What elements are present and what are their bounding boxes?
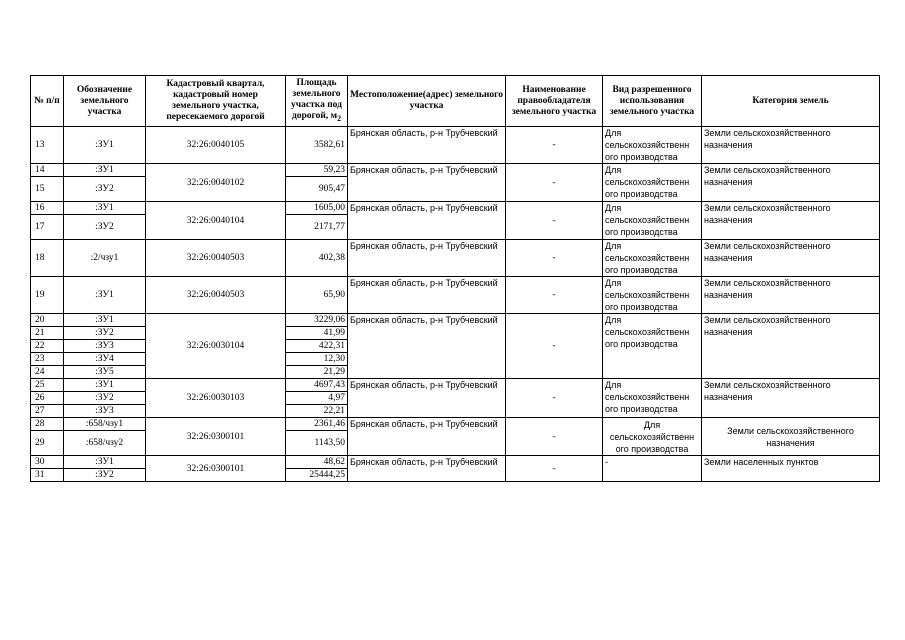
cell-owner: -: [506, 202, 603, 240]
table-row: [31, 456, 880, 469]
cell-area: 2361,46: [286, 418, 348, 431]
cell-designation: :ЗУ1: [64, 379, 146, 392]
cell-area: 59,23: [286, 164, 348, 177]
header-area-text: Площадь земельного участка под дорогой, м: [291, 78, 342, 122]
cell-location: Брянская область, р-н Трубчевский: [348, 202, 506, 240]
cell-category: Земли сельскохозяйственного назначения: [702, 277, 880, 314]
cell-category: Земли сельскохозяйственного назначения: [702, 164, 880, 202]
cell-use: Для сельскохозяйственн ого производства: [603, 164, 702, 202]
cell-use: Для сельскохозяйственн ого производства: [603, 277, 702, 314]
cell-area: 2171,77: [286, 215, 348, 240]
cell-num: 14: [31, 164, 64, 177]
cell-location: Брянская область, р-н Трубчевский: [348, 127, 506, 164]
cell-num: 28: [31, 418, 64, 431]
cell-area: 3229,06: [286, 314, 348, 327]
cell-num: 24: [31, 366, 64, 379]
cell-use: Для сельскохозяйственн ого производства: [603, 127, 702, 164]
cell-area: 905,47: [286, 177, 348, 202]
cell-designation: :ЗУ2: [64, 327, 146, 340]
cell-num: 29: [31, 431, 64, 456]
table-row: [31, 277, 880, 314]
table-row: [31, 379, 880, 392]
cell-area: 48,62: [286, 456, 348, 469]
cell-num: 22: [31, 340, 64, 353]
cell-owner: -: [506, 127, 603, 164]
cell-cadastral: 32:26:0300101: [146, 418, 286, 456]
cell-area: 12,30: [286, 353, 348, 366]
cell-cadastral: 32:26:0040503: [146, 240, 286, 277]
cell-location: Брянская область, р-н Трубчевский: [348, 456, 506, 482]
cell-designation: :2/чзу1: [64, 240, 146, 277]
table-row: [31, 202, 880, 215]
cell-num: 25: [31, 379, 64, 392]
cell-location: Брянская область, р-н Трубчевский: [348, 240, 506, 277]
header-location: Местоположение(адрес) земельного участка: [348, 76, 506, 127]
table-row: [31, 314, 880, 327]
cell-cadastral: 32:26:0030103: [146, 379, 286, 418]
cell-designation: :ЗУ3: [64, 340, 146, 353]
cell-owner: -: [506, 314, 603, 379]
cell-area: 41,99: [286, 327, 348, 340]
cell-designation: :ЗУ1: [64, 202, 146, 215]
cell-cadastral: 32:26:0300101: [146, 456, 286, 482]
cell-designation: :ЗУ3: [64, 405, 146, 418]
cell-num: 16: [31, 202, 64, 215]
cell-area: 22,21: [286, 405, 348, 418]
cell-category: Земли сельскохозяйственного назначения: [702, 418, 880, 456]
land-plots-table: [30, 75, 880, 482]
cell-owner: -: [506, 379, 603, 418]
cell-area: 1605,00: [286, 202, 348, 215]
cell-category: Земли сельскохозяйственного назначения: [702, 202, 880, 240]
cell-designation: :ЗУ2: [64, 215, 146, 240]
cell-num: 21: [31, 327, 64, 340]
cell-category: Земли сельскохозяйственного назначения: [702, 127, 880, 164]
table-row: [31, 418, 880, 431]
cell-area: 4,97: [286, 392, 348, 405]
cell-designation: :ЗУ1: [64, 127, 146, 164]
cell-cadastral: 32:26:0030104: [146, 314, 286, 379]
table-row: [31, 164, 880, 177]
cell-designation: :ЗУ1: [64, 314, 146, 327]
cell-category: Земли сельскохозяйственного назначения: [702, 314, 880, 379]
cell-num: 30: [31, 456, 64, 469]
cell-cadastral: 32:26:0040503: [146, 277, 286, 314]
cell-use: Для сельскохозяйственн ого производства: [603, 202, 702, 240]
cell-designation: :658/чзу1: [64, 418, 146, 431]
header-designation: Обозначение земельного участка: [64, 76, 146, 127]
header-area-unit-sub: 2: [337, 113, 342, 123]
cell-use: Для сельскохозяйственн ого производства: [603, 314, 702, 379]
header-category: Категория земель: [702, 76, 880, 127]
header-row: [31, 76, 880, 127]
table-row: [31, 127, 880, 164]
cell-use: Для сельскохозяйственн ого производства: [603, 418, 702, 456]
cell-category: Земли населенных пунктов: [702, 456, 880, 482]
cell-num: 15: [31, 177, 64, 202]
cell-area: 25444,25: [286, 469, 348, 482]
cell-category: Земли сельскохозяйственного назначения: [702, 379, 880, 418]
cell-designation: :ЗУ4: [64, 353, 146, 366]
header-area: [286, 76, 348, 127]
cell-num: 23: [31, 353, 64, 366]
cell-use: Для сельскохозяйственн ого производства: [603, 240, 702, 277]
cell-area: 3582,61: [286, 127, 348, 164]
cell-designation: :658/чзу2: [64, 431, 146, 456]
table-row: [31, 240, 880, 277]
header-num: № п/п: [31, 76, 64, 127]
cell-location: Брянская область, р-н Трубчевский: [348, 379, 506, 418]
cell-num: 19: [31, 277, 64, 314]
header-cadastral: Кадастровый квартал, кадастровый номер земельного участка, пересекаемого дорогой: [146, 76, 286, 127]
cell-cadastral: 32:26:0040102: [146, 164, 286, 202]
cell-owner: -: [506, 277, 603, 314]
cell-category: Земли сельскохозяйственного назначения: [702, 240, 880, 277]
cell-num: 17: [31, 215, 64, 240]
cell-designation: :ЗУ1: [64, 456, 146, 469]
cell-location: Брянская область, р-н Трубчевский: [348, 418, 506, 456]
cell-designation: :ЗУ1: [64, 277, 146, 314]
cell-cadastral: 32:26:0040105: [146, 127, 286, 164]
cell-owner: -: [506, 456, 603, 482]
cell-num: 26: [31, 392, 64, 405]
cell-designation: :ЗУ2: [64, 392, 146, 405]
cell-num: 13: [31, 127, 64, 164]
cell-location: Брянская область, р-н Трубчевский: [348, 277, 506, 314]
cell-num: 31: [31, 469, 64, 482]
cell-location: Брянская область, р-н Трубчевский: [348, 164, 506, 202]
header-use: Вид разрешенного использования земельного участка: [603, 76, 702, 127]
cell-area: 422,31: [286, 340, 348, 353]
cell-area: 21,29: [286, 366, 348, 379]
cell-num: 18: [31, 240, 64, 277]
cell-designation: :ЗУ2: [64, 177, 146, 202]
cell-num: 27: [31, 405, 64, 418]
cell-owner: -: [506, 164, 603, 202]
cell-owner: -: [506, 240, 603, 277]
cell-cadastral: 32:26:0040104: [146, 202, 286, 240]
cell-area: 1143,50: [286, 431, 348, 456]
cell-designation: :ЗУ1: [64, 164, 146, 177]
cell-designation: :ЗУ5: [64, 366, 146, 379]
cell-num: 20: [31, 314, 64, 327]
cell-use: Для сельскохозяйственн ого производства: [603, 379, 702, 418]
cell-designation: :ЗУ2: [64, 469, 146, 482]
cell-area: 402,38: [286, 240, 348, 277]
cell-area: 65,90: [286, 277, 348, 314]
header-owner: Наименование правообладателя земельного участка: [506, 76, 603, 127]
cell-area: 4697,43: [286, 379, 348, 392]
cell-use: -: [603, 456, 702, 482]
cell-location: Брянская область, р-н Трубчевский: [348, 314, 506, 379]
cell-owner: -: [506, 418, 603, 456]
